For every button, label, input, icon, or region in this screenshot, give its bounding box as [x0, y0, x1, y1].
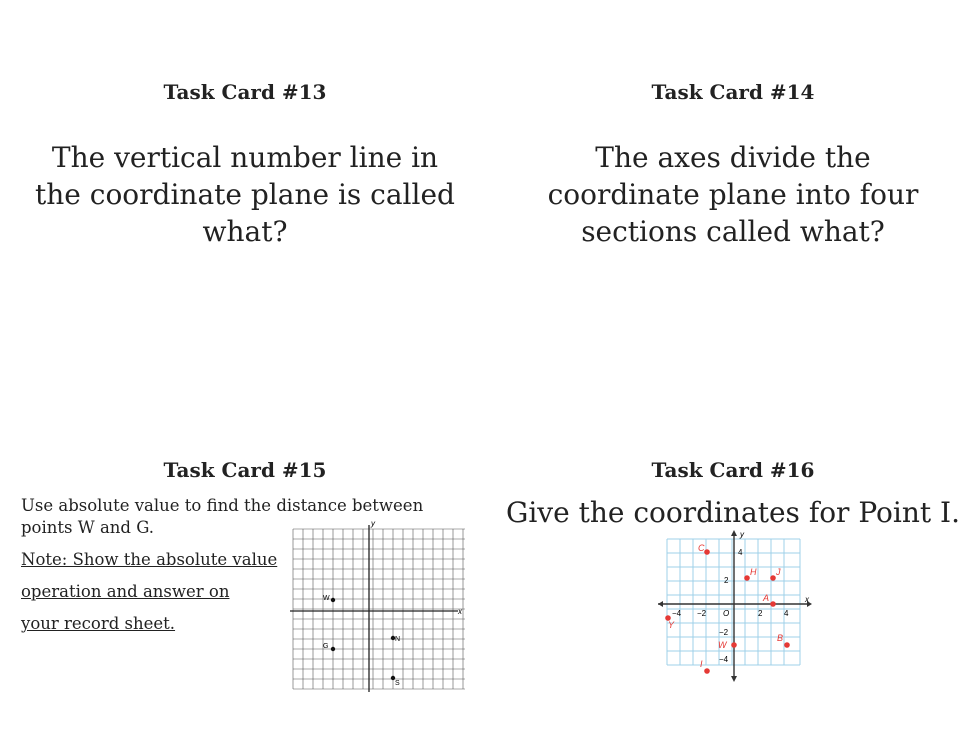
task-card-14-title: Task Card #14 — [651, 80, 815, 104]
point-j-label: J — [776, 567, 781, 577]
tick-label-y-neg2: −2 — [719, 628, 729, 637]
task-card-14-question: The axes divide the coordinate plane into four sections called what? — [547, 141, 919, 248]
point-n-label: N — [395, 636, 401, 643]
point-w-label: W — [718, 640, 727, 650]
task-card-15-note-line-2: operation and answer on — [21, 582, 230, 601]
task-card-13-title: Task Card #13 — [163, 80, 327, 104]
tick-label-x-2: 2 — [758, 609, 763, 618]
y-axis-label: y — [371, 520, 375, 528]
point-i-label: I — [700, 659, 703, 669]
origin-label: O — [723, 609, 730, 618]
task-card-16-title: Task Card #16 — [651, 458, 815, 482]
tick-label-x-4: 4 — [784, 609, 789, 618]
task-card-15-title: Task Card #15 — [163, 458, 327, 482]
x-axis-label: x — [805, 595, 809, 604]
point-b — [784, 642, 790, 648]
task-card-16-question: Give the coordinates for Point I. — [505, 496, 960, 529]
y-axis-arrow-down-icon — [731, 676, 737, 682]
task-card-16-coordinate-grid — [655, 528, 815, 683]
x-axis-arrow-left-icon — [658, 601, 663, 607]
point-c-label: C — [698, 543, 705, 553]
task-card-15-note-line-1: Note: Show the absolute value — [21, 550, 278, 569]
point-h — [744, 575, 750, 581]
point-i — [704, 668, 710, 674]
point-w-label: W — [323, 595, 330, 602]
tick-label-x-neg4: −4 — [672, 609, 682, 618]
tick-label-y-2: 2 — [724, 576, 729, 585]
task-card-15-note-line-3: your record sheet. — [21, 614, 176, 633]
task-card-13-question: The vertical number line in the coordinate plane is called what? — [35, 141, 455, 248]
point-s-label: S — [395, 680, 400, 687]
tick-label-y-4: 4 — [738, 548, 743, 557]
y-axis-arrow-icon — [731, 530, 737, 536]
point-w — [731, 642, 737, 648]
task-card-15-instruction: Use absolute value to find the distance between points W and G. — [21, 496, 424, 537]
point-a-label: A — [763, 593, 770, 603]
y-axis-label: y — [740, 530, 744, 539]
point-j — [770, 575, 776, 581]
x-axis-label: x — [458, 607, 462, 616]
point-g-label: G — [323, 643, 329, 650]
point-a — [770, 601, 776, 607]
point-b-label: B — [777, 633, 784, 643]
point-c — [704, 549, 710, 555]
point-y-label: Y — [668, 620, 675, 630]
point-g — [331, 647, 335, 651]
point-w — [331, 598, 335, 602]
point-h-label: H — [750, 567, 757, 577]
task-card-15-coordinate-grid — [290, 520, 468, 692]
tick-label-x-neg2: −2 — [697, 609, 707, 618]
tick-label-y-neg4: −4 — [719, 655, 729, 664]
